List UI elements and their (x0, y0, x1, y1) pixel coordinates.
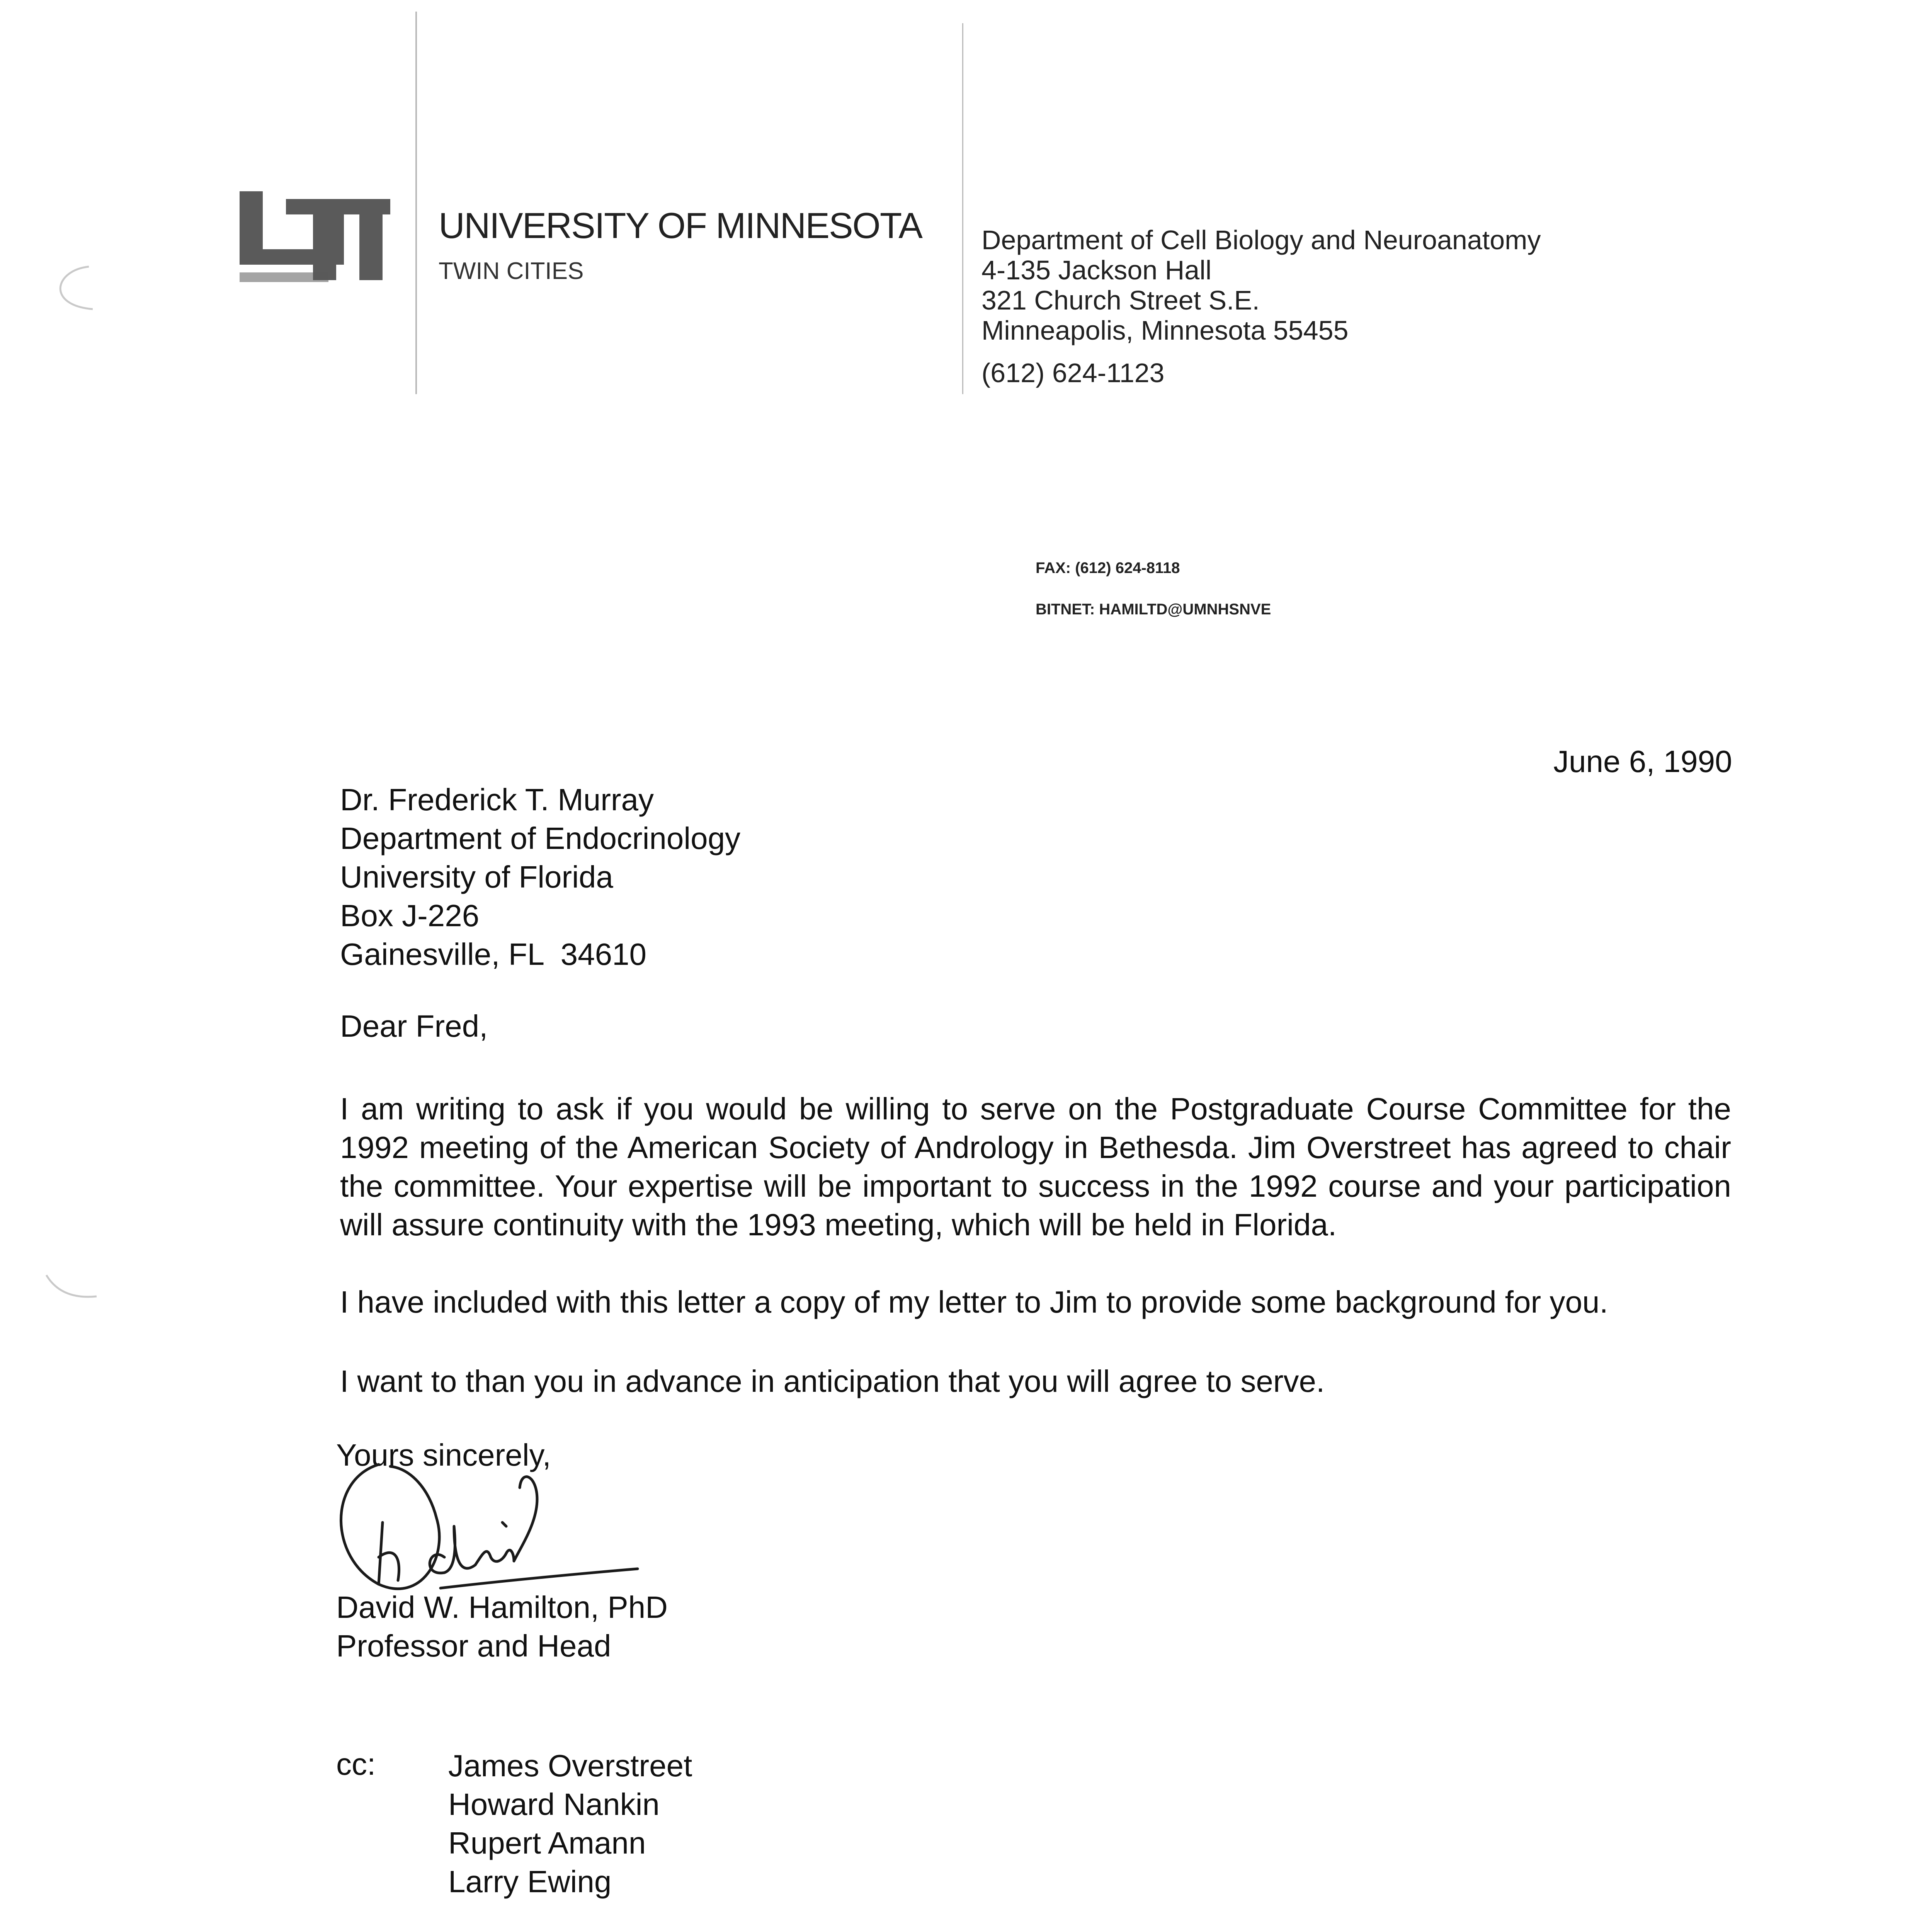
handwritten-signature (321, 1430, 707, 1604)
closing: Yours sincerely, (336, 1438, 551, 1472)
signer-name: David W. Hamilton, PhD (336, 1590, 668, 1624)
binder-hole-mark (31, 263, 100, 317)
campus-name: TWIN CITIES (439, 258, 584, 284)
department-city: Minneapolis, Minnesota 55455 (981, 315, 1349, 345)
cc-name: Howard Nankin (448, 1787, 660, 1821)
department-phone: (612) 624-1123 (981, 358, 1165, 388)
cc-name: Rupert Amann (448, 1826, 646, 1860)
department-name: Department of Cell Biology and Neuroanatomy (981, 225, 1541, 255)
cc-list (448, 1747, 692, 1901)
binder-hole-mark (31, 1260, 100, 1314)
cc-name: Larry Ewing (448, 1864, 612, 1899)
body-paragraph-3: I want to than you in advance in anticipation that you will agree to serve. (340, 1364, 1325, 1398)
letterhead-rule-right (962, 23, 963, 394)
signer-title: Professor and Head (336, 1629, 611, 1663)
department-street: 321 Church Street S.E. (981, 285, 1260, 315)
signer-block (336, 1588, 668, 1665)
university-monogram-logo (232, 184, 398, 288)
body-paragraph-1: I am writing to ask if you would be willing to serve on the Postgraduate Course Committee for the 1992 meeting of the American Society of Andrology in Bethesda. Jim Overstreet has agreed to chair the committee. Your expertise will be important to success in the 1992 course and your participation will assure continuity with the 1993 meeting, which will be held in Florida. (340, 1092, 1731, 1242)
recipient-box: Box J-226 (340, 898, 480, 933)
letterhead-rule-left (415, 12, 417, 394)
recipient-city: Gainesville, FL 34610 (340, 937, 647, 971)
recipient-name: Dr. Frederick T. Murray (340, 782, 654, 817)
cc-label: cc: (336, 1747, 376, 1781)
recipient-institution: University of Florida (340, 860, 613, 894)
body-paragraph-2: I have included with this letter a copy of my letter to Jim to provide some background for you. (340, 1285, 1608, 1319)
university-name: UNIVERSITY OF MINNESOTA (439, 205, 922, 246)
cc-name: James Overstreet (448, 1748, 692, 1783)
fax-number: FAX: (612) 624-8118 (1036, 560, 1180, 577)
recipient-department: Department of Endocrinology (340, 821, 741, 855)
recipient-address (340, 781, 740, 974)
salutation: Dear Fred, (340, 1009, 488, 1043)
letter-date: June 6, 1990 (1553, 744, 1732, 779)
department-address (981, 225, 1541, 345)
bitnet-address: BITNET: HAMILTD@UMNHSNVE (1036, 601, 1271, 618)
department-building: 4-135 Jackson Hall (981, 255, 1212, 285)
